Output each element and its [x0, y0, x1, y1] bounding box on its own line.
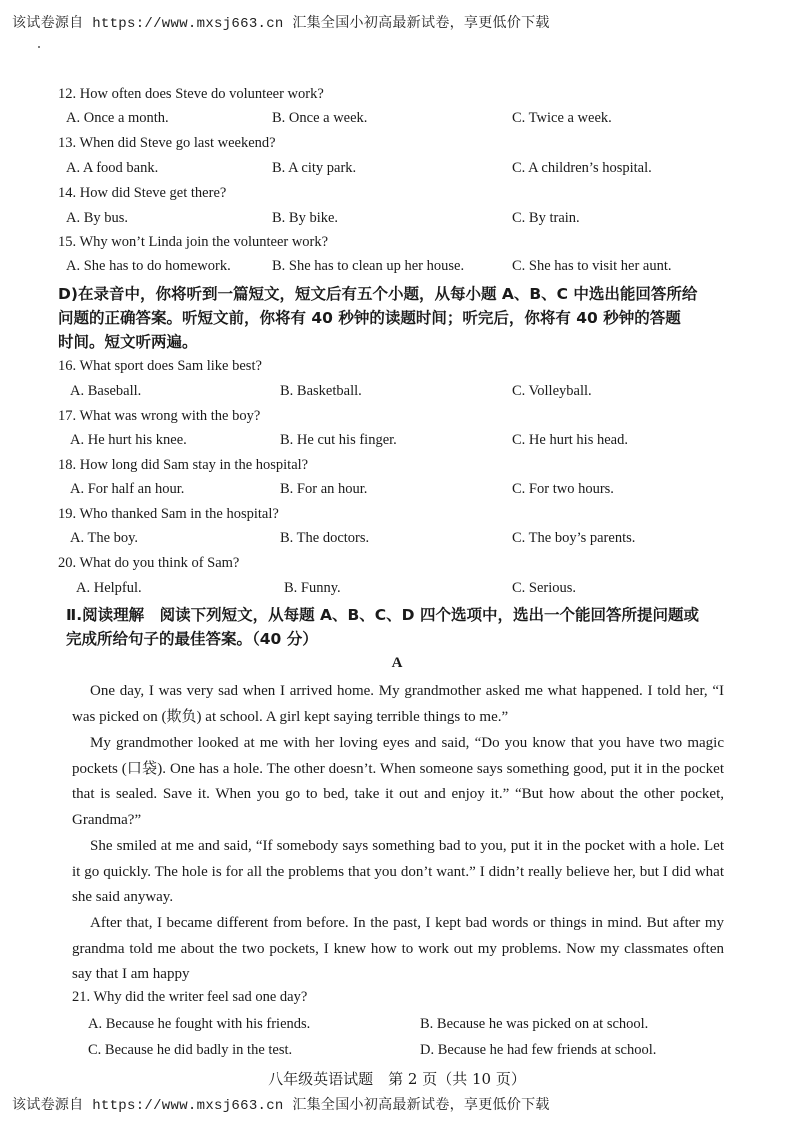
paragraph-3: She smiled at me and said, “If somebody says something bad to you, put it in the pocket with a hole. Let it go quickly. The hole is for all the problems that you don’t want.” I didn’t really believe her, but I did what she said anyway. [72, 838, 724, 906]
question-17: 17. What was wrong with the boy? [58, 408, 261, 424]
section-d-instructions [58, 282, 738, 354]
section-d-line-3: 时间。短文听两遍。 [58, 333, 198, 351]
option-17c: C. He hurt his head. [512, 432, 628, 448]
section-d-line-1: D)在录音中，你将听到一篇短文，短文后有五个小题，从每小题 A、B、C 中选出能回答所给 [58, 285, 698, 303]
source-banner-bottom: 该试卷源自 https://www.mxsj663.cn 汇集全国小初高最新试卷，享更低价下载 [12, 1098, 550, 1114]
option-16a: A. Baseball. [70, 383, 142, 399]
option-13c: C. A children’s hospital. [512, 160, 652, 176]
option-16c: C. Volleyball. [512, 383, 592, 399]
question-18: 18. How long did Sam stay in the hospital? [58, 457, 309, 473]
option-17a: A. He hurt his knee. [70, 432, 187, 448]
option-19b: B. The doctors. [280, 530, 370, 546]
option-17b: B. He cut his finger. [280, 432, 397, 448]
question-13: 13. When did Steve go last weekend? [58, 135, 276, 151]
reading-instructions [66, 603, 746, 651]
option-18c: C. For two hours. [512, 481, 614, 497]
question-19: 19. Who thanked Sam in the hospital? [58, 506, 279, 522]
option-18b: B. For an hour. [280, 481, 368, 497]
option-21b: B. Because he was picked on at school. [420, 1016, 649, 1032]
option-15b: B. She has to clean up her house. [272, 258, 465, 274]
option-13a: A. A food bank. [66, 160, 159, 176]
option-14c: C. By train. [512, 210, 580, 226]
page-footer: 八年级英语试题 第 2 页（共 10 页） [268, 1070, 526, 1088]
option-16b: B. Basketball. [280, 383, 362, 399]
option-12c: C. Twice a week. [512, 110, 612, 126]
option-21c: C. Because he did badly in the test. [88, 1042, 293, 1058]
section-d-line-2: 问题的正确答案。听短文前，你将有 40 秒钟的读题时间；听完后，你将有 40 秒钟的答题 [58, 309, 681, 327]
scan-speck [38, 46, 40, 48]
option-14b: B. By bike. [272, 210, 339, 226]
question-21: 21. Why did the writer feel sad one day? [72, 989, 308, 1005]
option-14a: A. By bus. [66, 210, 129, 226]
question-16: 16. What sport does Sam like best? [58, 358, 262, 374]
option-13b: B. A city park. [272, 160, 357, 176]
option-21a: A. Because he fought with his friends. [88, 1016, 311, 1032]
option-12a: A. Once a month. [66, 110, 169, 126]
source-banner-top: 该试卷源自 https://www.mxsj663.cn 汇集全国小初高最新试卷，享更低价下载 [12, 16, 550, 32]
option-12b: B. Once a week. [272, 110, 368, 126]
option-15c: C. She has to visit her aunt. [512, 258, 672, 274]
question-12: 12. How often does Steve do volunteer work? [58, 86, 324, 102]
option-20c: C. Serious. [512, 580, 577, 596]
option-15a: A. She has to do homework. [66, 258, 231, 274]
question-14: 14. How did Steve get there? [58, 185, 227, 201]
paragraph-2: My grandmother looked at me with her loving eyes and said, “Do you know that you have two magic pockets (口袋). One has a hole. The other doesn’t. When someone says something good, put it in the pocket that is sealed. Save it. When you go to bed, take it out and enjoy it.” “But how about the other pocket, Grandma?” [72, 735, 724, 828]
option-19c: C. The boy’s parents. [512, 530, 636, 546]
option-18a: A. For half an hour. [70, 481, 185, 497]
reading-heading-line-2: 完成所给句子的最佳答案。（40 分） [66, 630, 318, 648]
passage-label: A [391, 655, 403, 671]
question-20: 20. What do you think of Sam? [58, 555, 240, 571]
paragraph-1: One day, I was very sad when I arrived home. My grandmother asked me what happened. I told her, “I was picked on (欺负) at school. A girl kept saying terrible things to me.” [72, 683, 724, 725]
reading-heading-line-1: Ⅱ.阅读理解 阅读下列短文，从每题 A、B、C、D 四个选项中，选出一个能回答所提问题或 [66, 606, 699, 624]
option-21d: D. Because he had few friends at school. [420, 1042, 657, 1058]
option-20b: B. Funny. [284, 580, 341, 596]
option-19a: A. The boy. [70, 530, 139, 546]
paragraph-4: After that, I became different from before. In the past, I kept bad words or things in mind. But after my grandma told me about the two pockets, I knew how to work out my problems. Now my classmates often say that I am happy [72, 915, 724, 983]
option-20a: A. Helpful. [76, 580, 142, 596]
question-15: 15. Why won’t Linda join the volunteer work? [58, 234, 329, 250]
